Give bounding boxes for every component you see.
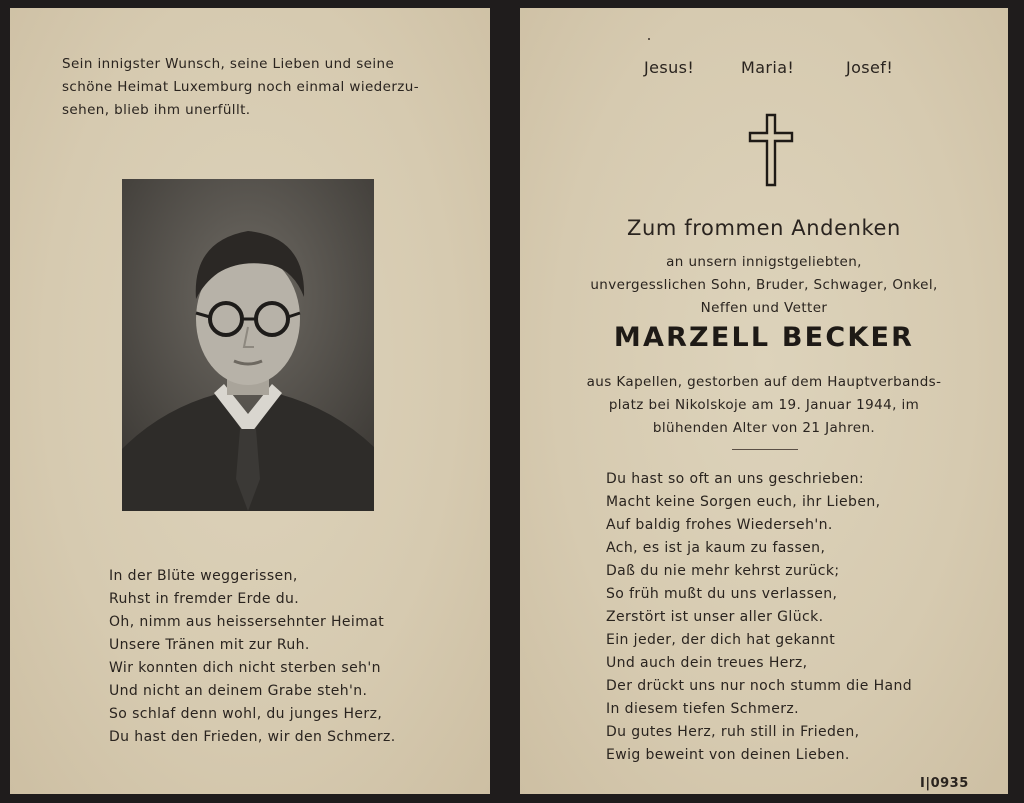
memorial-poem-right xyxy=(606,468,912,767)
wish-line: Sein innigster Wunsch, seine Lieben und seine xyxy=(62,56,395,72)
paper-speck xyxy=(648,38,650,40)
poem-line: Und auch dein treues Herz, xyxy=(606,655,808,671)
invocation-maria: Maria! xyxy=(741,58,795,77)
left-card xyxy=(10,8,490,794)
memorial-heading: Zum frommen Andenken xyxy=(627,216,901,240)
wish-text xyxy=(62,53,442,122)
poem-line: Du hast den Frieden, wir den Schmerz. xyxy=(109,729,396,745)
poem-line: Auf baldig frohes Wiederseh'n. xyxy=(606,517,833,533)
poem-line: In diesem tiefen Schmerz. xyxy=(606,701,799,717)
poem-line: Zerstört ist unser aller Glück. xyxy=(606,609,824,625)
poem-line: Ein jeder, der dich hat gekannt xyxy=(606,632,836,648)
invocation-josef: Josef! xyxy=(846,58,894,77)
poem-line: Der drückt uns nur noch stumm die Hand xyxy=(606,678,913,694)
poem-line: Du gutes Herz, ruh still in Frieden, xyxy=(606,724,860,740)
deceased-name: MARZELL BECKER xyxy=(613,322,915,353)
divider xyxy=(732,449,798,450)
poem-line: Ewig beweint von deinen Lieben. xyxy=(606,747,850,763)
dedication-line: an unsern innigstgeliebten, xyxy=(666,254,862,270)
detail-line: aus Kapellen, gestorben auf dem Hauptverbands- xyxy=(586,374,942,390)
portrait-illustration xyxy=(122,179,374,511)
poem-line: So früh mußt du uns verlassen, xyxy=(606,586,838,602)
portrait-photo xyxy=(122,179,374,511)
poem-line: Unsere Tränen mit zur Ruh. xyxy=(109,637,310,653)
poem-line: Du hast so oft an uns geschrieben: xyxy=(606,471,864,487)
poem-line: Oh, nimm aus heissersehnter Heimat xyxy=(109,614,385,630)
dedication xyxy=(520,251,1008,320)
poem-line: So schlaf denn wohl, du junges Herz, xyxy=(109,706,383,722)
wish-line: schöne Heimat Luxemburg noch einmal wiederzu- xyxy=(62,79,420,95)
detail-line: platz bei Nikolskoje am 19. Januar 1944, im xyxy=(608,397,920,413)
catalog-number: I|0935 xyxy=(920,776,969,791)
death-details xyxy=(520,371,1008,440)
poem-line: Ach, es ist ja kaum zu fassen, xyxy=(606,540,826,556)
poem-line: Wir konnten dich nicht sterben seh'n xyxy=(109,660,381,676)
poem-line: Und nicht an deinem Grabe steh'n. xyxy=(109,683,368,699)
poem-line: In der Blüte weggerissen, xyxy=(109,568,298,584)
poem-line: Macht keine Sorgen euch, ihr Lieben, xyxy=(606,494,881,510)
invocation-jesus: Jesus! xyxy=(644,58,695,77)
poem-line: Daß du nie mehr kehrst zurück; xyxy=(606,563,840,579)
wish-line: sehen, blieb ihm unerfüllt. xyxy=(62,102,251,118)
poem-line: Ruhst in fremder Erde du. xyxy=(109,591,300,607)
dedication-line: unvergesslichen Sohn, Bruder, Schwager, Onkel, xyxy=(590,277,938,293)
right-card xyxy=(520,8,1008,794)
cross-icon xyxy=(748,113,794,187)
dedication-line: Neffen und Vetter xyxy=(700,300,828,316)
detail-line: blühenden Alter von 21 Jahren. xyxy=(652,420,876,436)
memorial-poem-left xyxy=(109,565,396,749)
